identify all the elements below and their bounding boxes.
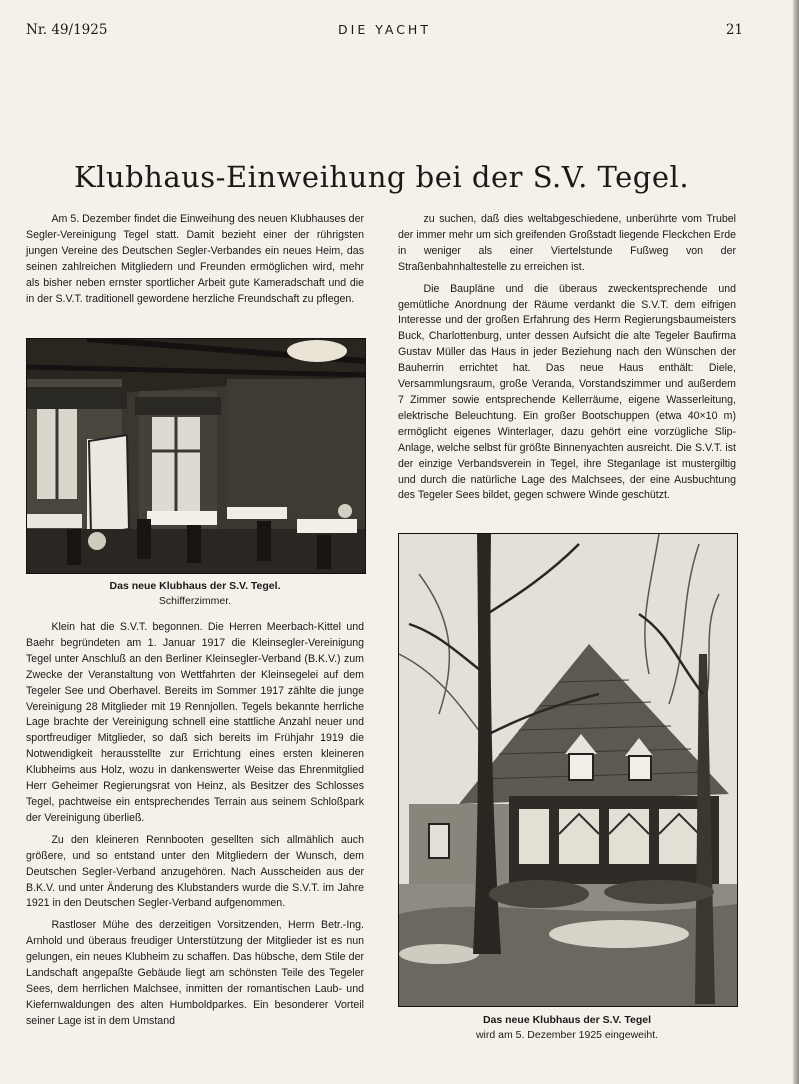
interior-photo-caption [26,579,364,609]
article-paragraph: Die Baupläne und die überaus zweckentsprechende und gemütliche Anordnung der Räume verdankt die S.V.T. dem eifrigen Interesse und der großen Erfahrung des Herrn Regierungsbaumeisters Buck, Charlottenburg, unter dessen Aufsicht die alte Tegeler Baufirma Gustav Müller das Haus in jeder Beziehung nach den Wünschen der Bauherrin errichtet hat. Das neue Haus enthält: Diele, Versammlungsraum, große Veranda, Vorstandszimmer und außerdem 7 Zimmer sowie entsprechende Kellerräume, eigene Wasserleitung, elektrische Beleuchtung. Ein großer Bootschuppen (etwa 40×10 m) ermöglicht eigenes Winterlager, dazu gehört eine vorzügliche Slip-Anlage, welche selbst für größte Binnenyachten ausreicht. Die S.V.T. ist der einzige Verbandsverein in Tegel, ihre Steganlage ist mustergiltig und durch die natürliche Lage des Malchsees, der eine Ausbuchtung des Tegeler Sees bildet, gegen schwere Winde geschützt. [398,282,736,502]
article-paragraph: Zu den kleineren Rennbooten gesellten sich allmählich auch größere, und so entstand unter den Mitgliedern der Wunsch, dem Deutschen Segler-Verband anzugehören. Nach Ausscheiden aus der B.K.V. und unter Änderung des Klubstanders wurde die S.V.T. im Jahre 1921 in den Deutschen Segler-Verband aufgenommen. [26,833,364,910]
article-paragraph: Klein hat die S.V.T. begonnen. Die Herren Meerbach-Kittel und Baehr begründeten am 1. Januar 1917 die Kleinsegler-Vereinigung Tegel unter Anschluß an den Berliner Kleinsegler-Verband (B.K.V.) zum Zwecke der Veranstaltung von Wettfahrten der Kleinsegelei auf dem Tegeler See und Oberhavel. Bereits im Sommer 1917 zählte die junge Vereinigung 28 Mitglieder mit 19 Rennjollen. Tegels bekannte herrliche Lage brachte der Vereinigung schnell eine stattliche Anzahl neuer und sportfreudiger Mitglieder, so daß sich bereits im Frühjahr 1919 die Notwendigkeit herausstellte zur Errichtung eines ersten kleineren Klubheims aus Holz, wozu in dankenswerter Weise das Ehrenmitglied Herr Geheimer Regierungsrat von Heinz, als Besitzer des Schlosses Tegel, pachtweise ein entsprechendes Terrain aus seinem Schloßpark der Vereinigung überließ. [26,621,364,824]
clubhouse-exterior-photo [398,533,738,1007]
running-head [26,22,743,42]
exterior-caption-sub: wird am 5. Dezember 1925 eingeweiht. [475,1029,659,1041]
clubhouse-exterior-caption [398,1013,736,1043]
column-right-top [398,212,736,504]
column-left-bottom [26,620,364,1030]
interior-photo-drawing [27,339,365,573]
page-edge-shadow [793,0,799,1084]
page-number: 21 [725,22,743,38]
interior-caption-title: Das neue Klubhaus der S.V. Tegel. [109,580,281,592]
article-paragraph: Rastloser Mühe des derzeitigen Vorsitzenden, Herrn Betr.-Ing. Arnhold und überaus freudiger Unterstützung der Mitglieder ist es nun gelungen, ein neues Klubheim zu schaffen. Das hübsche, dem Stile der Landschaft angepaßte Gebäude liegt am schönsten Teile des Tegeler Sees, dem herrlichen Malchsee, inmitten der romantischen Laub- und Kiefernwaldungen des alten Humboldparkes. Ein besonderer Vorteil seiner Lage ist in dem Umstand [26,919,364,1027]
magazine-name: DIE YACHT [338,22,431,37]
issue-number: Nr. 49/1925 [26,22,108,38]
article-paragraph: zu suchen, daß dies weltabgeschiedene, unberührte vom Trubel der immer mehr um sich greifenden Großstadt liegende Fleckchen Erde in weniger als einer Viertelstunde Fußweg von der Straßenbahnhaltestelle zu erreichen ist. [398,213,736,273]
article-title: Klubhaus-Einweihung bei der S.V. Tegel. [73,160,690,194]
column-left-top [26,212,364,307]
interior-caption-sub: Schifferzimmer. [158,595,232,607]
interior-photo [26,338,366,574]
article-paragraph: Am 5. Dezember findet die Einweihung des neuen Klubhauses der Segler-Vereinigung Tegel statt. Damit bezieht einer der rührigsten jungen Vereine des Deutschen Segler-Verbandes ein neues Heim, das seinen zahlreichen Mitgliedern und Freunden ermöglichen wird, mehr als bisher neben ernster sportlicher Arbeit gute Kameradschaft und die in der S.V.T. traditionell gewordene herzliche Freundschaft zu pflegen. [26,213,364,305]
clubhouse-exterior-drawing [399,534,737,1006]
exterior-caption-title: Das neue Klubhaus der S.V. Tegel [482,1014,652,1026]
